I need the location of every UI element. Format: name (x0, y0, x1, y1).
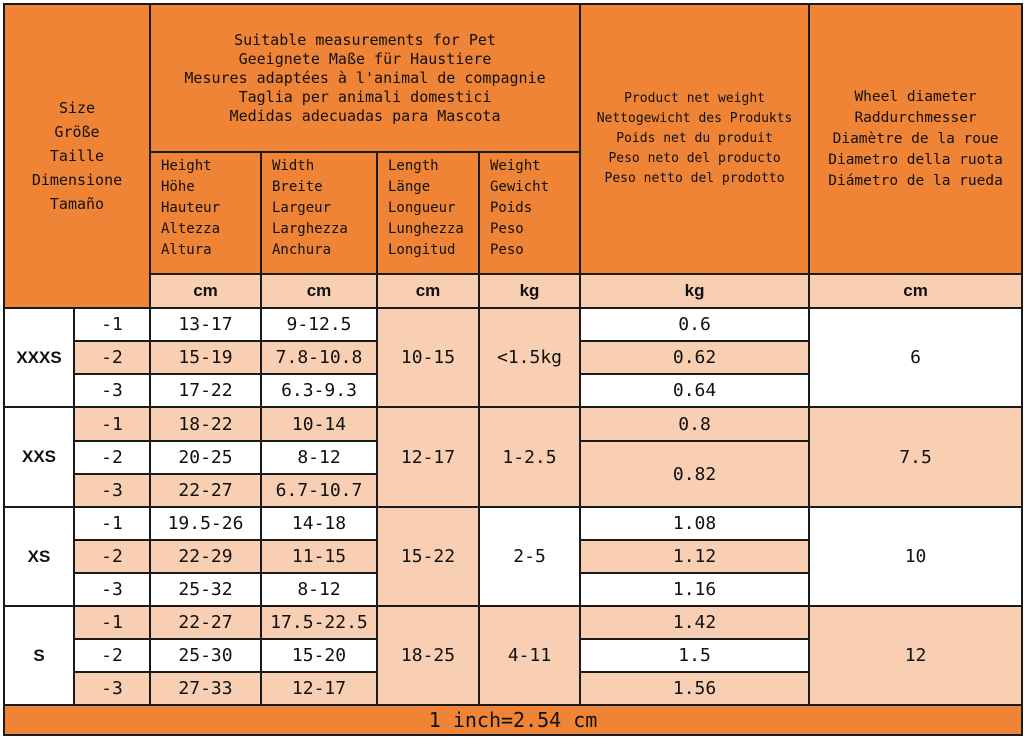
footer-row (4, 705, 1022, 735)
variant-cell: -1 (74, 507, 150, 540)
product-weight-cell: 0.6 (580, 308, 809, 341)
product-weight-cell: 0.82 (580, 441, 809, 507)
product-weight-cell: 1.12 (580, 540, 809, 573)
width-cell: 14-18 (261, 507, 377, 540)
width-cell: 6.7-10.7 (261, 474, 377, 507)
height-header (150, 152, 261, 274)
size-name-cell: S (4, 606, 74, 705)
size-header-label: Size Größe Taille Dimensione Tamaño (31, 99, 123, 213)
suitable-measurements-header (150, 4, 580, 152)
weight-cell: 1-2.5 (479, 407, 580, 507)
height-cell: 22-29 (150, 540, 261, 573)
variant-cell: -2 (74, 441, 150, 474)
height-header-label: Height Höhe Hauteur Altezza Altura (161, 158, 221, 258)
size-name-cell: XS (4, 507, 74, 606)
product-weight-cell: 1.08 (580, 507, 809, 540)
table-row (4, 407, 1022, 441)
product-weight-cell: 1.42 (580, 606, 809, 639)
length-header-label: Length Länge Longueur Lunghezza Longitud (388, 158, 464, 258)
height-cell: 25-30 (150, 639, 261, 672)
height-cell: 17-22 (150, 374, 261, 407)
table-row (4, 507, 1022, 540)
weight-cell: 4-11 (479, 606, 580, 705)
table-row (4, 606, 1022, 639)
height-cell: 13-17 (150, 308, 261, 341)
width-cell: 11-15 (261, 540, 377, 573)
suitable-measurements-label: Suitable measurements for Pet Geeignete Maße für Haustiere Mesures adaptées à l'animal de compagnie Taglia per animali domestici Medidas adecuadas para Mascota (184, 30, 546, 125)
length-header (377, 152, 479, 274)
wheel-cell: 7.5 (809, 407, 1022, 507)
product-weight-cell: 1.56 (580, 672, 809, 705)
height-cell: 18-22 (150, 407, 261, 441)
size-header-cell (4, 4, 150, 308)
width-cell: 8-12 (261, 441, 377, 474)
wheel-cell: 6 (809, 308, 1022, 407)
width-cell: 15-20 (261, 639, 377, 672)
weight-cell: 2-5 (479, 507, 580, 606)
product-weight-unit: kg (580, 274, 809, 308)
units-row (4, 274, 1022, 308)
variant-cell: -2 (74, 639, 150, 672)
variant-cell: -3 (74, 474, 150, 507)
wheel-cell: 12 (809, 606, 1022, 705)
width-unit: cm (261, 274, 377, 308)
width-cell: 12-17 (261, 672, 377, 705)
weight-header (479, 152, 580, 274)
weight-header-label: Weight Gewicht Poids Peso Peso (490, 158, 550, 258)
variant-cell: -1 (74, 407, 150, 441)
length-cell: 10-15 (377, 308, 479, 407)
height-cell: 20-25 (150, 441, 261, 474)
weight-unit: kg (479, 274, 580, 308)
product-weight-cell: 1.16 (580, 573, 809, 606)
size-chart-table (3, 3, 1023, 736)
width-header-label: Width Breite Largeur Larghezza Anchura (272, 158, 348, 258)
length-unit: cm (377, 274, 479, 308)
variant-cell: -3 (74, 374, 150, 407)
size-name-cell: XXXS (4, 308, 74, 407)
height-cell: 25-32 (150, 573, 261, 606)
height-cell: 19.5-26 (150, 507, 261, 540)
product-weight-cell: 1.5 (580, 639, 809, 672)
width-cell: 17.5-22.5 (261, 606, 377, 639)
inch-conversion-note: 1 inch=2.54 cm (4, 705, 1022, 735)
product-weight-cell: 0.64 (580, 374, 809, 407)
wheel-cell: 10 (809, 507, 1022, 606)
header-row-top (4, 4, 1022, 152)
width-header (261, 152, 377, 274)
width-cell: 10-14 (261, 407, 377, 441)
width-cell: 9-12.5 (261, 308, 377, 341)
height-cell: 22-27 (150, 474, 261, 507)
variant-cell: -3 (74, 672, 150, 705)
wheel-diameter-label: Wheel diameter Raddurchmesser Diamètre de la roue Diametro della ruota Diámetro de la rueda (828, 88, 1003, 189)
width-cell: 6.3-9.3 (261, 374, 377, 407)
length-cell: 15-22 (377, 507, 479, 606)
height-cell: 22-27 (150, 606, 261, 639)
variant-cell: -3 (74, 573, 150, 606)
height-cell: 27-33 (150, 672, 261, 705)
height-cell: 15-19 (150, 341, 261, 374)
product-weight-header (580, 4, 809, 274)
length-cell: 18-25 (377, 606, 479, 705)
width-cell: 7.8-10.8 (261, 341, 377, 374)
wheel-unit: cm (809, 274, 1022, 308)
variant-cell: -2 (74, 540, 150, 573)
height-unit: cm (150, 274, 261, 308)
product-weight-cell: 0.62 (580, 341, 809, 374)
width-cell: 8-12 (261, 573, 377, 606)
size-name-cell: XXS (4, 407, 74, 507)
table-row (4, 308, 1022, 341)
weight-cell: <1.5kg (479, 308, 580, 407)
variant-cell: -2 (74, 341, 150, 374)
product-weight-cell: 0.8 (580, 407, 809, 441)
variant-cell: -1 (74, 606, 150, 639)
product-weight-label: Product net weight Nettogewicht des Produkts Poids net du produit Peso neto del producto Peso netto del prodotto (596, 91, 793, 186)
wheel-diameter-header (809, 4, 1022, 274)
length-cell: 12-17 (377, 407, 479, 507)
variant-cell: -1 (74, 308, 150, 341)
